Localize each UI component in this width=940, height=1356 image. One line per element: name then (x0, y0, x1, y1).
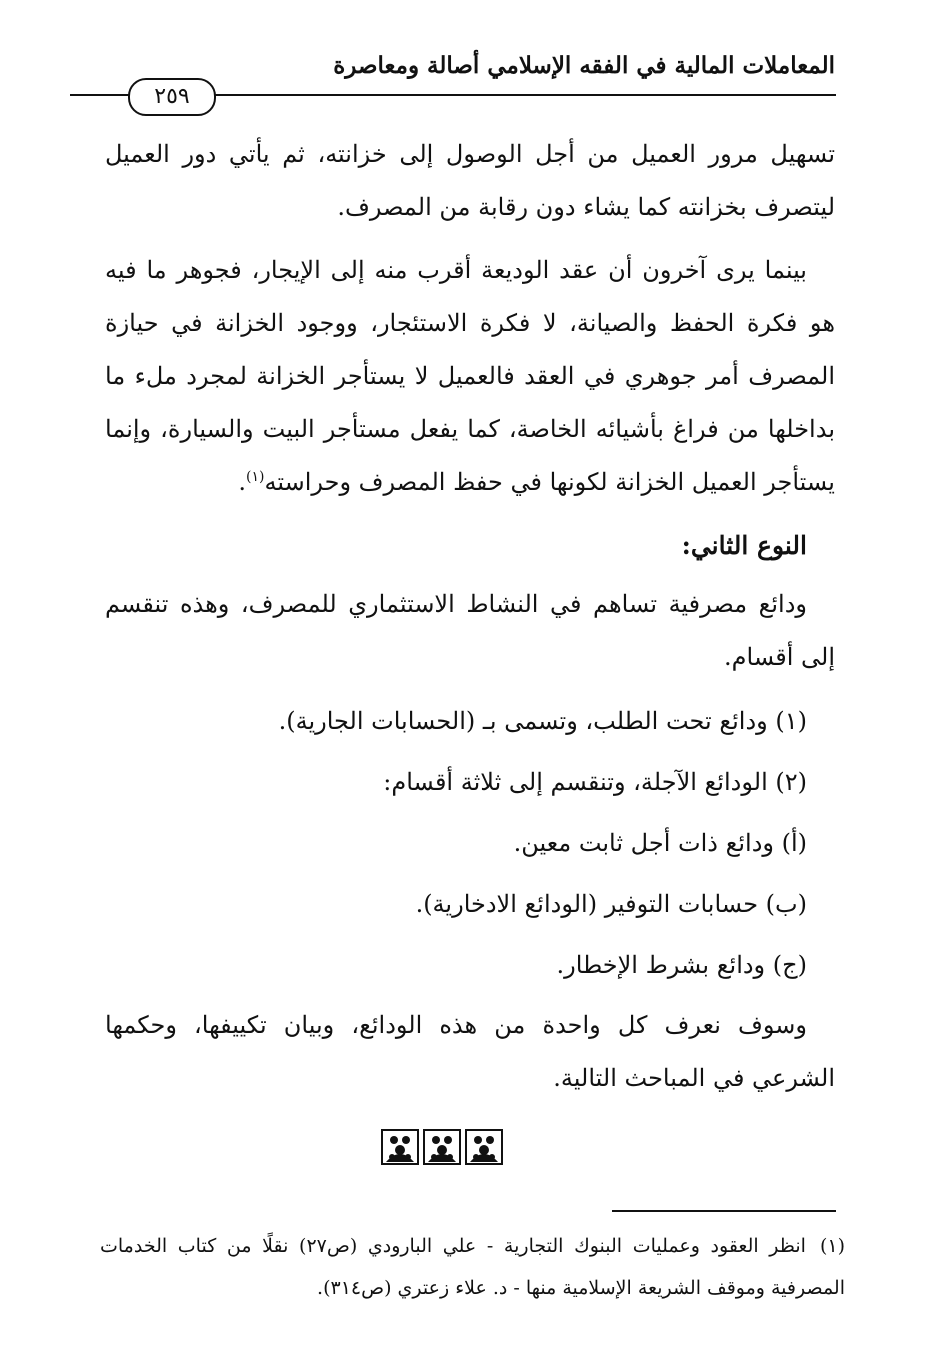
list-item: (٢) الودائع الآجلة، وتنقسم إلى ثلاثة أقسام: (383, 768, 807, 796)
body-text (105, 128, 835, 1115)
paragraph-3: ودائع مصرفية تساهم في النشاط الاستثماري للمصرف، وهذه تنقسم إلى أقسام. (105, 590, 835, 671)
list-item: (ج) ودائع بشرط الإخطار. (556, 951, 807, 979)
footnote-rule (612, 1210, 836, 1212)
floral-ornament-icon (380, 1128, 504, 1166)
paragraph-2 (105, 244, 835, 509)
paragraph-4: وسوف نعرف كل واحدة من هذه الودائع، وبيان تكييفها، وحكمها الشرعي في المباحث التالية. (105, 1011, 835, 1092)
footnote (100, 1225, 845, 1309)
footnote-text: انظر العقود وعمليات البنوك التجارية - علي البارودي (ص٢٧) نقلًا من كتاب الخدمات المصرفية وموقف الشريعة الإسلامية منها - د. علاء زعتري (ص٣١٤). (100, 1235, 845, 1299)
running-header: المعاملات المالية في الفقه الإسلامي أصالة ومعاصرة (333, 52, 835, 79)
section-heading: النوع الثاني: (681, 531, 807, 560)
footnote-marker: (١) (819, 1235, 845, 1257)
paragraph-1: تسهيل مرور العميل من أجل الوصول إلى خزانته، ثم يأتي دور العميل ليتصرف بخزانته كما يشاء دون رقابة من المصرف. (105, 140, 835, 221)
list-item: (أ) ودائع ذات أجل ثابت معين. (513, 829, 807, 857)
paragraph-2-end: . (238, 468, 247, 496)
page-number: ٢٥٩ (128, 78, 216, 116)
footnote-reference: (١) (246, 469, 265, 485)
list-item: (ب) حسابات التوفير (الودائع الادخارية). (415, 890, 807, 918)
list-item: (١) ودائع تحت الطلب، وتسمى بـ (الحسابات الجارية). (278, 707, 807, 735)
paragraph-2-text: بينما يرى آخرون أن عقد الوديعة أقرب منه إلى الإيجار، فجوهر ما فيه هو فكرة الحفظ والصيانة، لا فكرة الاستئجار، ووجود الخزانة في حيازة المصرف أمر جوهري في العقد فالعميل لا يستأجر الخزانة لمجرد ملء ما بداخلها من فراغ بأشيائه الخاصة، كما يفعل مستأجر البيت والسيارة، وإنما يستأجر العميل الخزانة لكونها في حفظ المصرف وحراسته (105, 256, 835, 496)
